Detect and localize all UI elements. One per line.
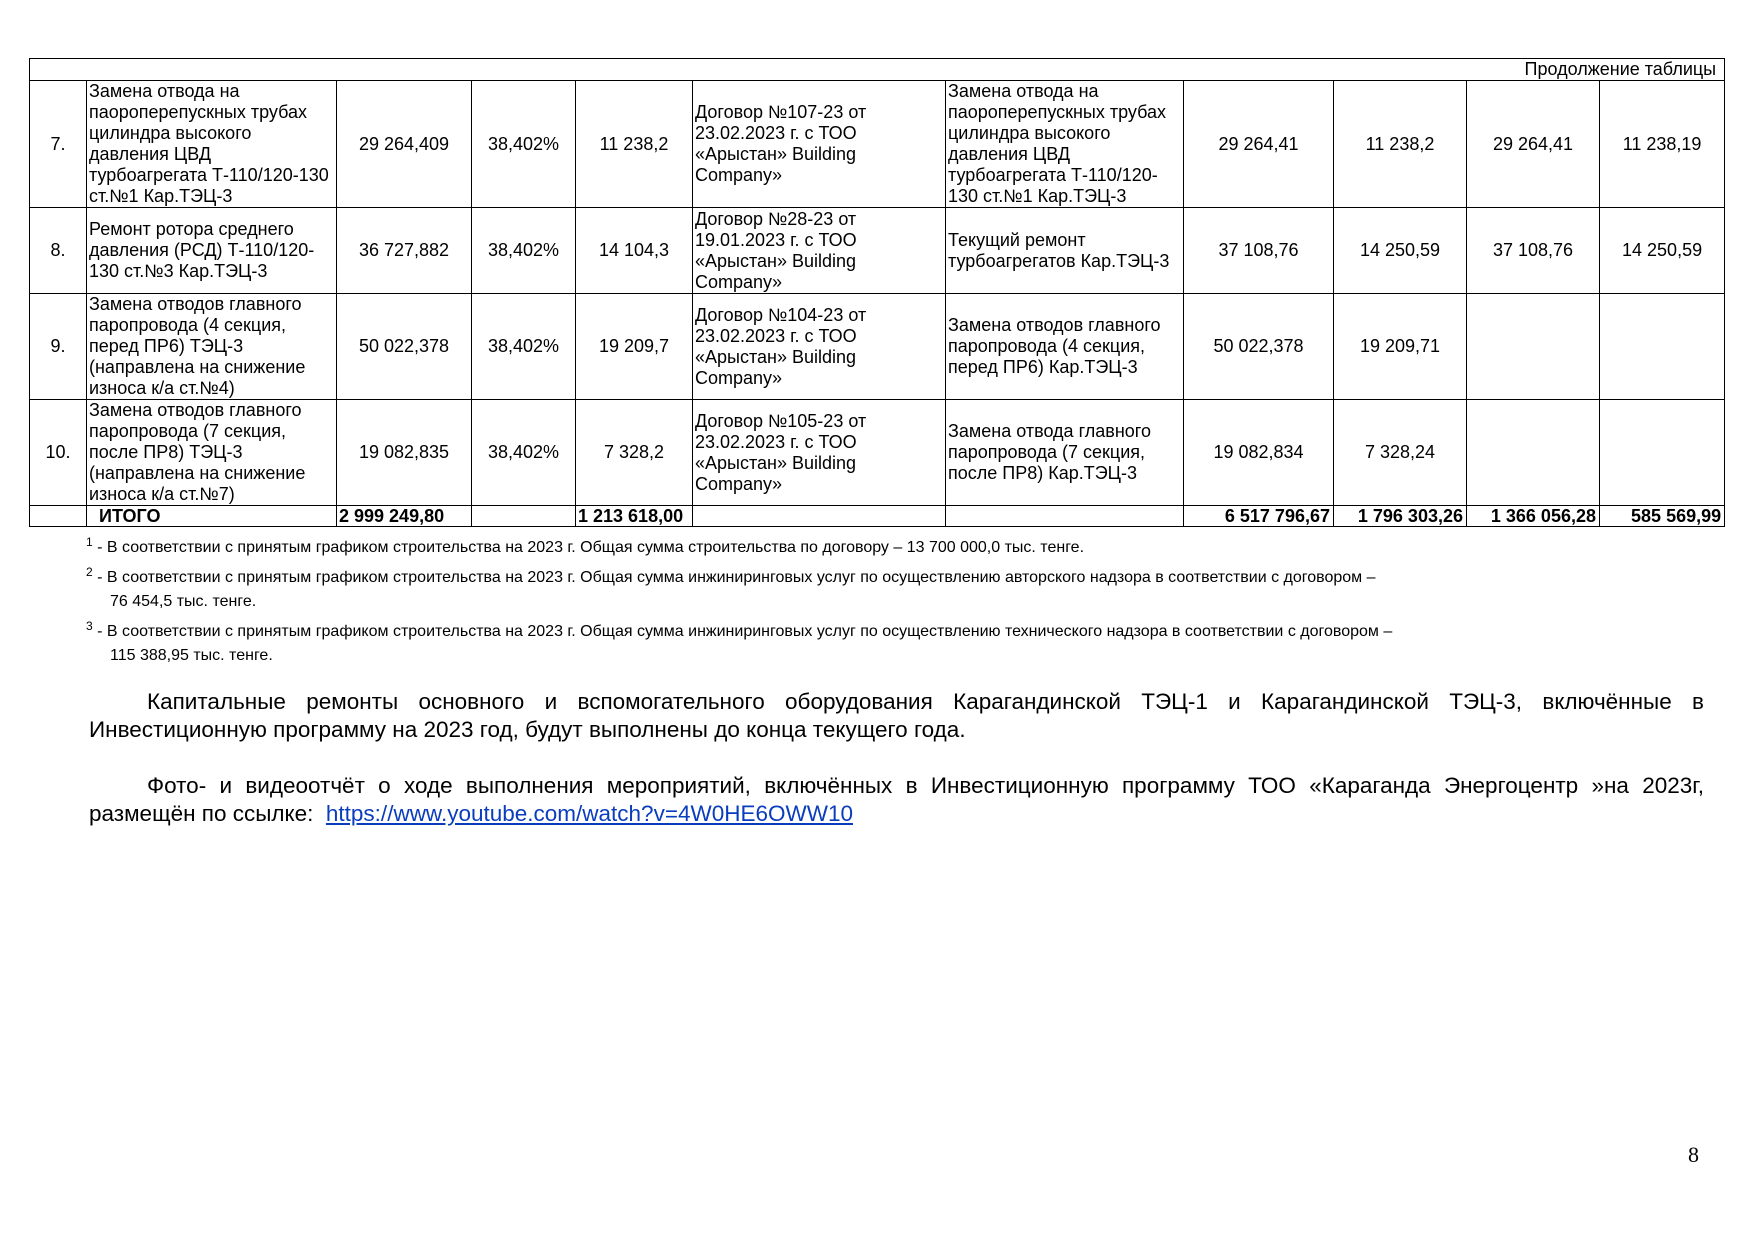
fact-amount-cell: 50 022,378 xyxy=(1184,294,1334,400)
row-number: 9. xyxy=(30,294,87,400)
youtube-report-link[interactable]: https://www.youtube.com/watch?v=4W0HE6OWW10 xyxy=(325,801,853,826)
measure-name: Замена отводов главного паропровода (7 секция, после ПР8) ТЭЦ-3 (направлена на снижение износа к/а ст.№7) xyxy=(87,400,337,506)
footnote-text-continued: 115 388,95 тыс. тенге. xyxy=(110,647,273,664)
value-cell: 19 209,7 xyxy=(576,294,693,400)
contract-cell: Договор №104-23 от 23.02.2023 г. с ТОО «Арыстан» Building Company» xyxy=(693,294,946,400)
paid-amount-cell xyxy=(1467,294,1600,400)
total-fact-amount: 6 517 796,67 xyxy=(1184,506,1334,527)
contract-cell: Договор №105-23 от 23.02.2023 г. с ТОО «Арыстан» Building Company» xyxy=(693,400,946,506)
value-cell: 14 104,3 xyxy=(576,208,693,294)
total-amount: 2 999 249,80 xyxy=(337,506,472,527)
fact-amount-cell: 37 108,76 xyxy=(1184,208,1334,294)
footnote-text: - В соответствии с принятым графиком строительства на 2023 г. Общая сумма инжиниринговых услуг по осуществлению технического надзора в соответствии с договором – xyxy=(97,623,1393,640)
total-empty-cell xyxy=(693,506,946,527)
amount-cell: 29 264,409 xyxy=(337,81,472,208)
amount-cell: 50 022,378 xyxy=(337,294,472,400)
total-paid-value: 585 569,99 xyxy=(1600,506,1725,527)
total-label: ИТОГО xyxy=(87,506,337,527)
contract-cell: Договор №28-23 от 19.01.2023 г. с ТОО «Арыстан» Building Company» xyxy=(693,208,946,294)
total-row xyxy=(30,506,1725,527)
percent-cell: 38,402% xyxy=(472,81,576,208)
measure-name: Ремонт ротора среднего давления (РСД) Т-110/120-130 ст.№3 Кар.ТЭЦ-3 xyxy=(87,208,337,294)
fact-value-cell: 19 209,71 xyxy=(1334,294,1467,400)
paragraph-report xyxy=(89,772,1704,828)
footnote xyxy=(86,614,1686,668)
percent-cell: 38,402% xyxy=(472,294,576,400)
footnote-text: - В соответствии с принятым графиком строительства на 2023 г. Общая сумма строительства по договору – 13 700 000,0 тыс. тенге. xyxy=(97,539,1085,556)
paragraph-repairs xyxy=(89,688,1704,744)
footnotes xyxy=(86,530,1686,668)
investment-table xyxy=(29,58,1725,527)
paid-value-cell: 14 250,59 xyxy=(1600,208,1725,294)
total-paid-amount: 1 366 056,28 xyxy=(1467,506,1600,527)
amount-cell: 19 082,835 xyxy=(337,400,472,506)
row-number: 8. xyxy=(30,208,87,294)
total-fact-value: 1 796 303,26 xyxy=(1334,506,1467,527)
paid-amount-cell xyxy=(1467,400,1600,506)
total-empty-cell xyxy=(472,506,576,527)
fact-amount-cell: 19 082,834 xyxy=(1184,400,1334,506)
fact-value-cell: 14 250,59 xyxy=(1334,208,1467,294)
percent-cell: 38,402% xyxy=(472,208,576,294)
footnote xyxy=(86,530,1686,560)
footnote-mark: 3 xyxy=(86,619,93,633)
total-empty-cell xyxy=(946,506,1184,527)
value-cell: 11 238,2 xyxy=(576,81,693,208)
footnote-mark: 2 xyxy=(86,565,93,579)
table-row xyxy=(30,81,1725,208)
footnote-mark: 1 xyxy=(86,535,93,549)
footnote-text-continued: 76 454,5 тыс. тенге. xyxy=(110,593,257,610)
paid-amount-cell: 29 264,41 xyxy=(1467,81,1600,208)
amount-cell: 36 727,882 xyxy=(337,208,472,294)
fact-value-cell: 11 238,2 xyxy=(1334,81,1467,208)
paragraph-text: Капитальные ремонты основного и вспомогательного оборудования Карагандинской ТЭЦ-1 и Карагандинской ТЭЦ-3, включённые в Инвестиционную программу на 2023 год, будут выполнены до конца текущего года. xyxy=(89,689,1704,742)
table-row xyxy=(30,294,1725,400)
row-number: 7. xyxy=(30,81,87,208)
table-row xyxy=(30,400,1725,506)
continuation-row xyxy=(30,59,1725,81)
page-number: 8 xyxy=(1688,1142,1699,1167)
work-cell: Текущий ремонт турбоагрегатов Кар.ТЭЦ-3 xyxy=(946,208,1184,294)
footnote-text: - В соответствии с принятым графиком строительства на 2023 г. Общая сумма инжиниринговых услуг по осуществлению авторского надзора в соответствии с договором – xyxy=(97,569,1376,586)
paid-value-cell xyxy=(1600,294,1725,400)
contract-cell: Договор №107-23 от 23.02.2023 г. с ТОО «Арыстан» Building Company» xyxy=(693,81,946,208)
measure-name: Замена отвода на паороперепускных трубах цилиндра высокого давления ЦВД турбоагрегата Т-110/120-130 ст.№1 Кар.ТЭЦ-3 xyxy=(87,81,337,208)
value-cell: 7 328,2 xyxy=(576,400,693,506)
total-empty-cell xyxy=(30,506,87,527)
paid-amount-cell: 37 108,76 xyxy=(1467,208,1600,294)
paid-value-cell: 11 238,19 xyxy=(1600,81,1725,208)
investment-table-container xyxy=(29,58,1724,527)
table-row xyxy=(30,208,1725,294)
row-number: 10. xyxy=(30,400,87,506)
work-cell: Замена отвода главного паропровода (7 секция, после ПР8) Кар.ТЭЦ-3 xyxy=(946,400,1184,506)
continuation-label: Продолжение таблицы xyxy=(30,59,1725,81)
fact-value-cell: 7 328,24 xyxy=(1334,400,1467,506)
percent-cell: 38,402% xyxy=(472,400,576,506)
total-value: 1 213 618,00 xyxy=(576,506,693,527)
paid-value-cell xyxy=(1600,400,1725,506)
work-cell: Замена отвода на паороперепускных трубах цилиндра высокого давления ЦВД турбоагрегата Т-110/120-130 ст.№1 Кар.ТЭЦ-3 xyxy=(946,81,1184,208)
fact-amount-cell: 29 264,41 xyxy=(1184,81,1334,208)
work-cell: Замена отводов главного паропровода (4 секция, перед ПР6) Кар.ТЭЦ-3 xyxy=(946,294,1184,400)
footnote xyxy=(86,560,1686,614)
paragraph-text: Фото- и видеоотчёт о ходе выполнения мероприятий, включённых в Инвестиционную программу ТОО «Караганда Энергоцентр »на 2023г, размещён по ссылке: xyxy=(89,773,1704,826)
measure-name: Замена отводов главного паропровода (4 секция, перед ПР6) ТЭЦ-3 (направлена на снижение износа к/а ст.№4) xyxy=(87,294,337,400)
